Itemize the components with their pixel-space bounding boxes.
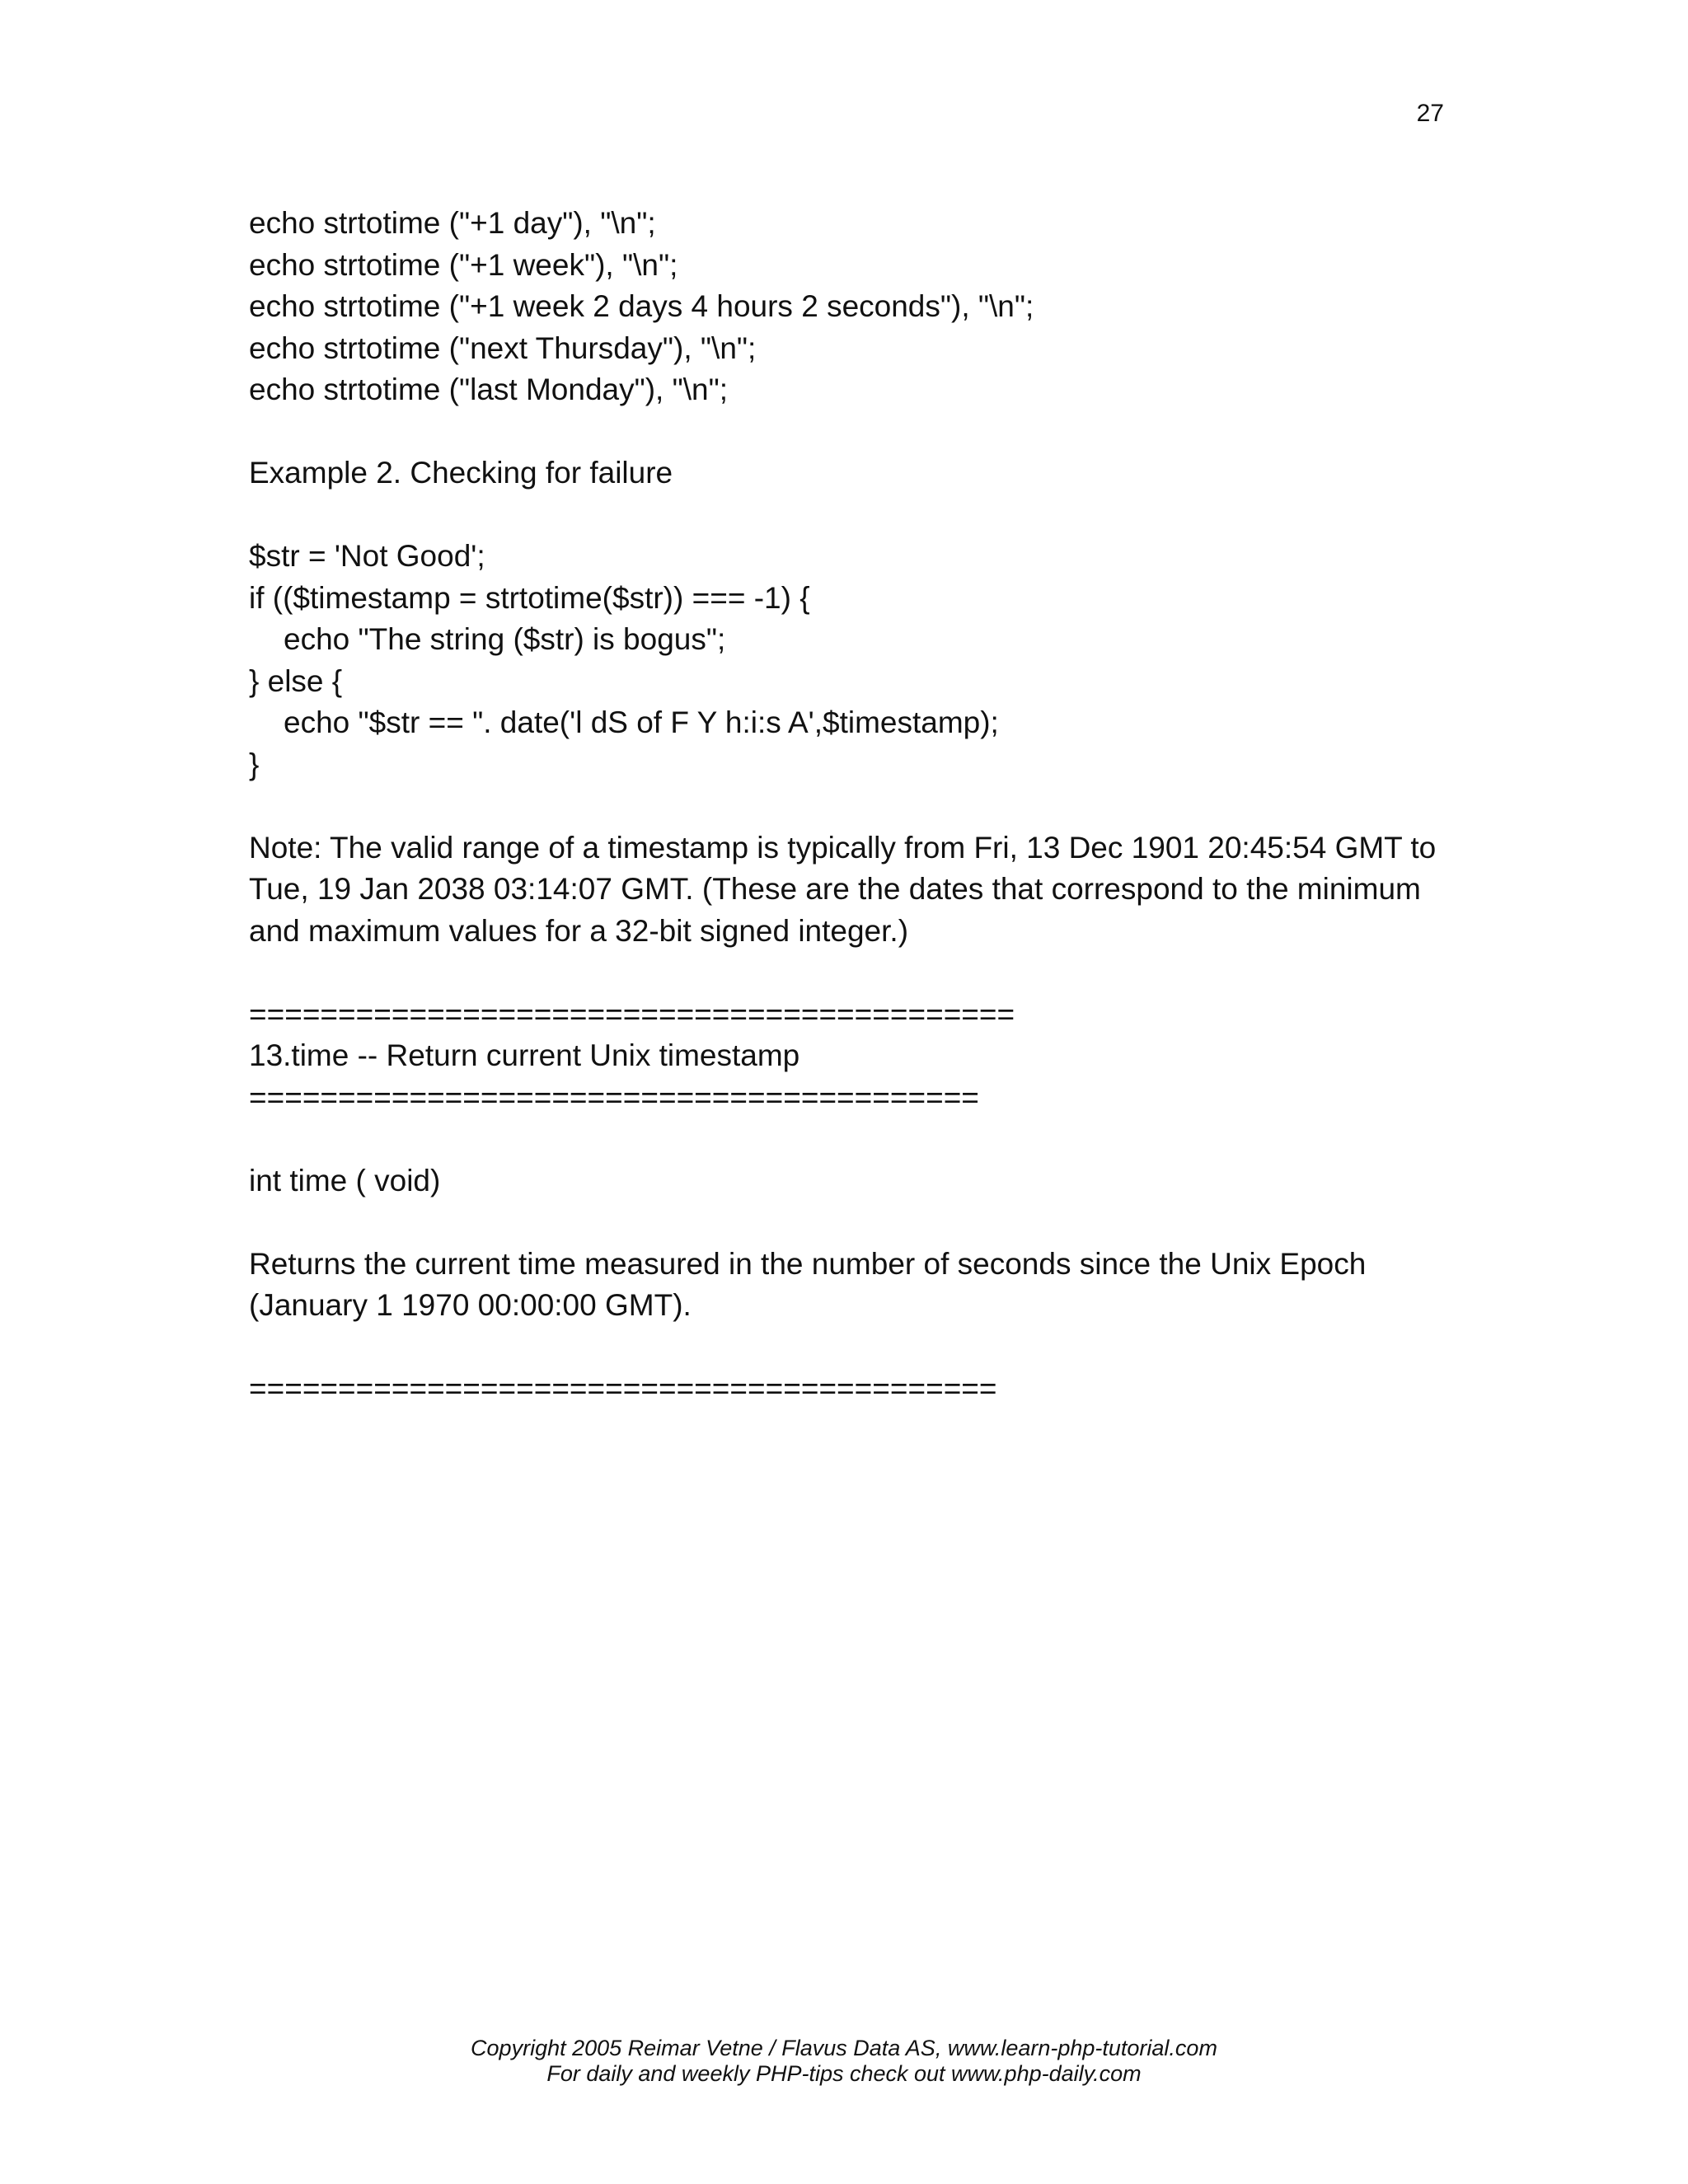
code-line: } <box>249 747 260 781</box>
spacer <box>249 494 1452 537</box>
separator-bottom: ========================================= <box>249 1080 979 1114</box>
code-line: echo strtotime ("next Thursday"), "\n"; <box>249 330 757 365</box>
code-block-strtotime-examples <box>249 203 1452 411</box>
code-line: } else { <box>249 663 343 698</box>
spacer <box>249 1202 1452 1244</box>
page-footer <box>0 2036 1688 2087</box>
example-heading: Example 2. Checking for failure <box>249 456 673 490</box>
code-block-failure-check <box>249 536 1452 785</box>
document-body <box>249 203 1452 1410</box>
section-title: 13.time -- Return current Unix timestamp <box>249 1038 800 1072</box>
spacer <box>249 1327 1452 1369</box>
code-line: echo "$str == ". date('l dS of F Y h:i:s A',$timestamp); <box>284 705 999 739</box>
page-number: 27 <box>1416 100 1444 127</box>
code-line: echo strtotime ("+1 week"), "\n"; <box>249 247 678 282</box>
code-line: echo strtotime ("+1 week 2 days 4 hours 2 seconds"), "\n"; <box>249 289 1034 323</box>
code-line: echo strtotime ("+1 day"), "\n"; <box>249 206 656 240</box>
footer-tips: For daily and weekly PHP-tips check out www.php-daily.com <box>546 2061 1142 2086</box>
code-line: echo "The string ($str) is bogus"; <box>284 622 726 656</box>
footer-copyright: Copyright 2005 Reimar Vetne / Flavus Data AS, www.learn-php-tutorial.com <box>471 2036 1217 2060</box>
spacer <box>249 1118 1452 1160</box>
code-line: $str = 'Not Good'; <box>249 539 485 573</box>
code-line: echo strtotime ("last Monday"), "\n"; <box>249 373 729 406</box>
separator-end: ========================================== <box>249 1371 997 1405</box>
function-signature: int time ( void) <box>249 1163 441 1197</box>
spacer <box>249 785 1452 827</box>
note-line: and maximum values for a 32-bit signed integer.) <box>249 913 909 948</box>
note-paragraph <box>249 827 1452 953</box>
spacer <box>249 952 1452 994</box>
spacer <box>249 411 1452 453</box>
note-line: Note: The valid range of a timestamp is typically from Fri, 13 Dec 1901 20:45:54 GMT to <box>249 830 1437 865</box>
separator-top: =========================================== <box>249 996 1015 1031</box>
code-line: if (($timestamp = strtotime($str)) === -1) { <box>249 580 810 615</box>
note-line: Tue, 19 Jan 2038 03:14:07 GMT. (These are the dates that correspond to the minimum <box>249 872 1421 906</box>
description-line: Returns the current time measured in the number of seconds since the Unix Epoch <box>249 1246 1367 1281</box>
description-line: (January 1 1970 00:00:00 GMT). <box>249 1288 692 1322</box>
description-paragraph <box>249 1244 1452 1327</box>
